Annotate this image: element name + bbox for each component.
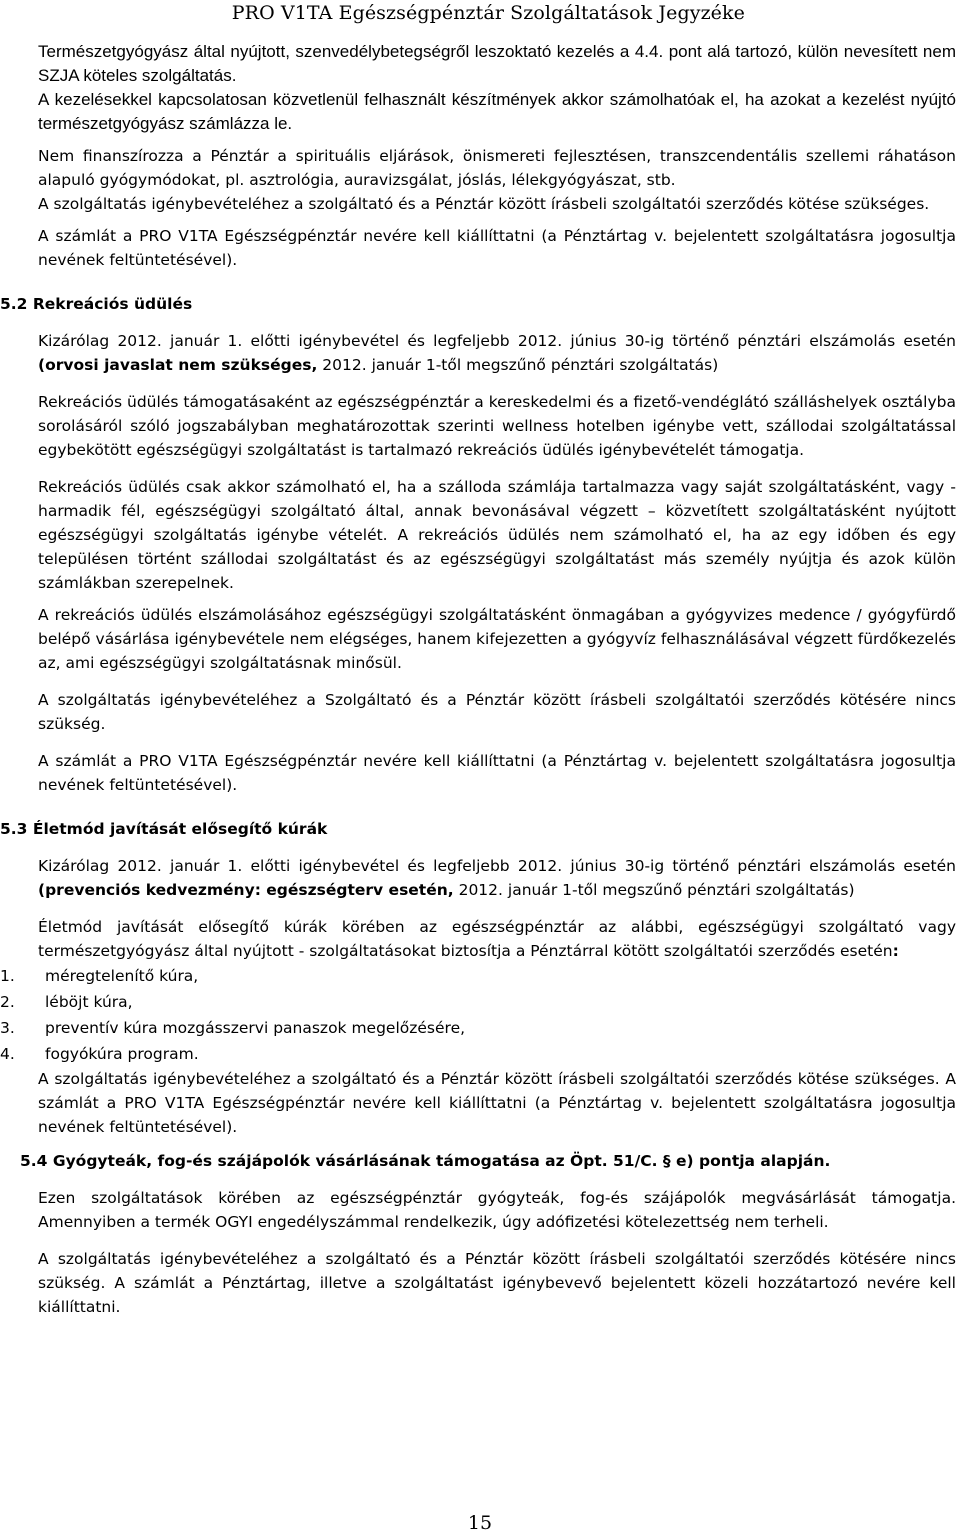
- section-5-3-intro-colon: :: [892, 942, 899, 960]
- condition-text: Kizárólag 2012. január 1. előtti igénybevétel és legfeljebb 2012. június 30-ig történő pénztári elszámolás esetén: [38, 332, 956, 350]
- intro-paragraph-5: A számlát a PRO V1TA Egészségpénztár nevére kell kiállíttatni (a Pénztártag v. bejelentett szolgáltatásra jogosultja nevének feltüntetésével).: [38, 227, 956, 269]
- section-5-4-paragraph-1: Ezen szolgáltatások körében az egészségpénztár gyógyteák, fog-és szájápolók megvásárlását támogatja. Amennyiben a termék OGYI engedélyszámmal rendelkezik, úgy adófizetési kötelezettség nem terheli.: [38, 1189, 956, 1231]
- section-5-4-paragraph-2: A szolgáltatás igénybevételéhez a szolgáltató és a Pénztár között írásbeli szolgáltatói szerződés kötésére nincs szükség. A számlát a Pénztártag, illetve a szolgáltatást igénybevevő bejelentett közeli hozzátartozó nevére kell kiállíttatni.: [38, 1250, 956, 1316]
- condition-text: Kizárólag 2012. január 1. előtti igénybevétel és legfeljebb 2012. június 30-ig történő pénztári elszámolás esetén: [38, 857, 956, 875]
- section-5-2-condition: [38, 329, 956, 377]
- section-5-2-paragraph-4: A szolgáltatás igénybevételéhez a Szolgáltató és a Pénztár között írásbeli szolgáltatói szerződés kötésére nincs szükség.: [38, 691, 956, 733]
- list-item-number: 4.: [0, 1045, 15, 1063]
- intro-paragraph-3: Nem finanszírozza a Pénztár a spirituális eljárások, önismereti fejlesztésen, transzcendentális szellemi ráhatáson alapuló gyógymódokat, pl. asztrológia, auravizsgálat, jóslás, lélekgyógyászat, stb.: [38, 147, 956, 189]
- list-item-text: léböjt kúra,: [45, 993, 133, 1011]
- section-heading-5-4: 5.4 Gyógyteák, fog-és szájápolók vásárlásának támogatása az Öpt. 51/C. § e) pontja alapján.: [20, 1152, 831, 1170]
- list-item: [0, 1041, 956, 1067]
- section-5-3-intro: [38, 915, 956, 963]
- list-item-number: 1.: [0, 967, 15, 985]
- cure-list: [0, 963, 956, 1067]
- section-5-2-paragraph-3: A rekreációs üdülés elszámolásához egészségügyi szolgáltatásként önmagában a gyógyvizes medence / gyógyfürdő belépő vásárlása igénybevétele nem elégséges, hanem kifejezetten a gyógyvíz felhasználásával végzett fürdőkezelés az, ami egészségügyi szolgáltatásnak minősül.: [38, 606, 956, 672]
- section-5-3-condition: [38, 854, 956, 902]
- intro-paragraph-2: A kezelésekkel kapcsolatosan közvetlenül felhasznált készítmények akkor számolhatóak el, ha azokat a kezelést nyújtó természetgyógyász számlázza le.: [38, 90, 956, 133]
- page-number: 15: [467, 1512, 493, 1534]
- list-item-number: 3.: [0, 1019, 15, 1037]
- section-heading-5-2: 5.2 Rekreációs üdülés: [0, 295, 193, 313]
- list-item: [0, 963, 956, 989]
- section-5-2-paragraph-1: Rekreációs üdülés támogatásaként az egészségpénztár a kereskedelmi és a fizető-vendéglátó szálláshelyek osztályba sorolásáról szóló jogszabályban meghatározottak szerinti wellness hotelben igénybe vett, szállodai szolgáltatással egybekötött egészségügyi szolgáltatást is tartalmazó rekreációs üdülés igénybevételét támogatja.: [38, 393, 956, 459]
- section-5-3-intro-text: Életmód javítását elősegítő kúrák körében az egészségpénztár az alábbi, egészségügyi szolgáltató vagy természetgyógyász által nyújtott - szolgáltatásokat biztosítja a Pénztárral kötött szolgáltatói szerződés esetén: [38, 918, 956, 960]
- list-item-number: 2.: [0, 993, 15, 1011]
- section-5-3-closing: A szolgáltatás igénybevételéhez a szolgáltató és a Pénztár között írásbeli szolgáltatói szerződés kötése szükséges. A számlát a PRO V1TA Egészségpénztár nevére kell kiállíttatni (a Pénztártag v. bejelentett szolgáltatásra jogosultja nevének feltüntetésével).: [38, 1070, 956, 1136]
- document-body: [0, 40, 956, 1319]
- list-item: [0, 989, 956, 1015]
- intro-paragraph-1: Természetgyógyász által nyújtott, szenvedélybetegségről leszoktató kezelés a 4.4. pont alá tartozó, külön nevesített nem SZJA köteles szolgáltatás.: [38, 42, 956, 85]
- condition-bold-text: (orvosi javaslat nem szükséges,: [38, 356, 318, 374]
- condition-text-end: 2012. január 1-től megszűnő pénztári szolgáltatás): [453, 881, 855, 899]
- section-5-2-paragraph-5: A számlát a PRO V1TA Egészségpénztár nevére kell kiállíttatni (a Pénztártag v. bejelentett szolgáltatásra jogosultja nevének feltüntetésével).: [38, 752, 956, 794]
- condition-text-end: 2012. január 1-től megszűnő pénztári szolgáltatás): [317, 356, 719, 374]
- list-item-text: preventív kúra mozgásszervi panaszok megelőzésére,: [45, 1019, 466, 1037]
- list-item-text: fogyókúra program.: [45, 1045, 199, 1063]
- intro-paragraph-4: A szolgáltatás igénybevételéhez a szolgáltató és a Pénztár között írásbeli szolgáltatói szerződés kötése szükséges.: [38, 195, 930, 213]
- condition-bold-text: (prevenciós kedvezmény: egészségterv esetén,: [38, 881, 454, 899]
- list-item: [0, 1015, 956, 1041]
- list-item-text: méregtelenítő kúra,: [45, 967, 199, 985]
- running-header: PRO V1TA Egészségpénztár Szolgáltatások Jegyzéke: [231, 2, 745, 24]
- section-5-2-paragraph-2: Rekreációs üdülés csak akkor számolható el, ha a szálloda számlája tartalmazza vagy saját szolgáltatásként, vagy - harmadik fél, egészségügyi szolgáltató által, annak bevonásával végzett – közvetített szolgáltatásként nyújtott egészségügyi szolgáltatás igénybe vételét. A rekreációs üdülés nem számolható el, ha az egy időben és egy településen történt szállodai szolgáltatást és az egészségügyi szolgáltatást más személy nyújtja és azok külön számlákban szerepelnek.: [38, 478, 956, 592]
- section-heading-5-3: 5.3 Életmód javítását elősegítő kúrák: [0, 820, 328, 838]
